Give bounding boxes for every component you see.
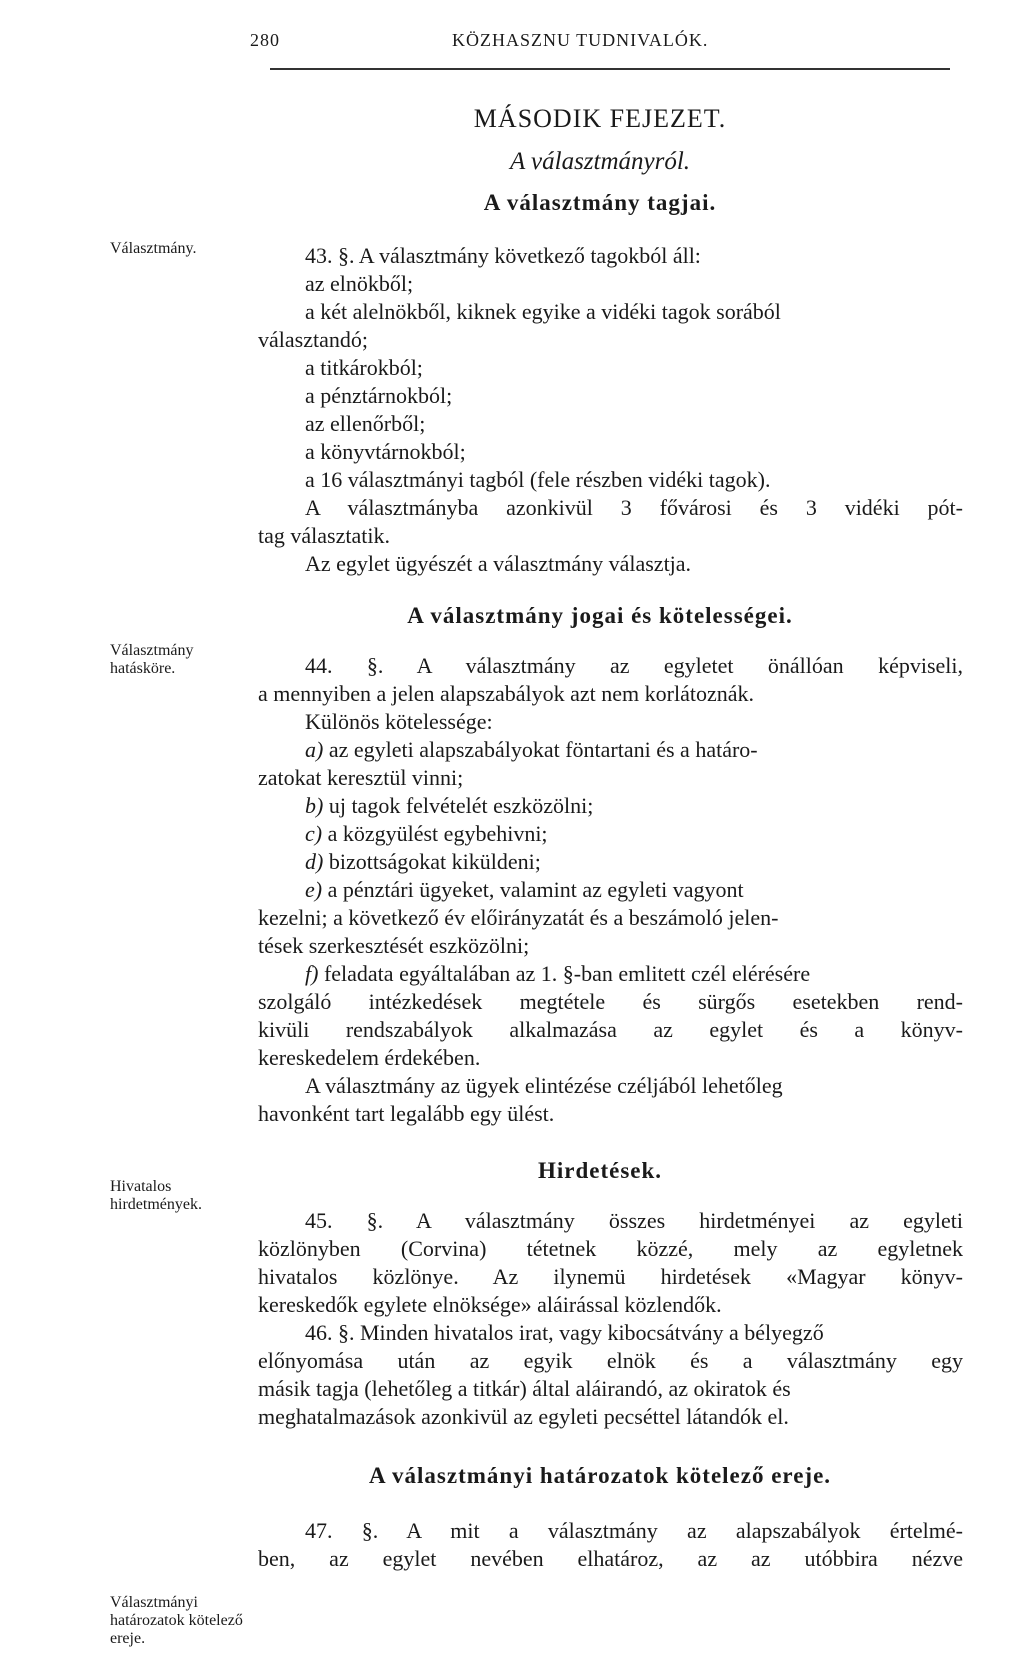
text-line: 46. §. Minden hivatalos irat, vagy kibocsátvány a bélyegző: [305, 1320, 824, 1345]
text-line: 43. §. A választmány következő tagokból áll:: [305, 243, 701, 268]
list-marker: f): [305, 961, 319, 986]
text-line: kivüli rendszabályok alkalmazása az egylet és a könyv-: [258, 1017, 963, 1042]
text-line: közlönyben (Corvina) tétetnek közzé, mely az egyletnek: [258, 1236, 963, 1261]
text-line: másik tagja (lehetőleg a titkár) által aláirandó, az okiratok és: [258, 1376, 791, 1401]
section-heading-rights: A választmány jogai és kötelességei.: [407, 603, 793, 628]
margin-note-hatarozatok: Választmányi határozatok kötelező ereje.: [110, 1594, 243, 1647]
text-line: A választmány az ügyek elintézése czéljából lehetőleg: [305, 1073, 783, 1098]
list-marker: c): [305, 821, 323, 846]
margin-note-hirdetmenyek: Hivatalos hirdetmények.: [110, 1178, 202, 1213]
header-rule: [270, 68, 950, 70]
text-line: [305, 737, 758, 763]
chapter-title: MÁSODIK FEJEZET.: [473, 104, 727, 133]
text-line: ben, az egylet nevében elhatároz, az az utóbbira nézve: [258, 1546, 963, 1571]
text-line: a 16 választmányi tagból (fele részben vidéki tagok).: [305, 467, 771, 492]
list-marker: a): [305, 737, 324, 762]
text-line: tések szerkesztését eszközölni;: [258, 933, 530, 958]
list-text: feladata egyáltalában az 1. §-ban emlitett czél elérésére: [323, 961, 811, 986]
text-line: [305, 877, 744, 903]
text-line: Az egylet ügyészét a választmány választja.: [305, 551, 692, 576]
page-number: 280: [250, 30, 280, 50]
text-line: az elnökből;: [305, 271, 414, 296]
text-line: a könyvtárnokból;: [305, 439, 466, 464]
chapter-subtitle: A választmányról.: [509, 148, 691, 175]
text-line: hivatalos közlönye. Az ilynemü hirdetések «Magyar könyv-: [258, 1264, 963, 1289]
section-heading-decisions: A választmányi határozatok kötelező ereje.: [368, 1463, 832, 1488]
text-line: [305, 821, 548, 847]
section-heading-announcements: Hirdetések.: [537, 1158, 663, 1183]
margin-note-hataskore: Választmány hatásköre.: [110, 642, 194, 677]
text-line: kezelni; a következő év előirányzatát és a beszámoló jelen-: [258, 905, 779, 930]
text-line: szolgáló intézkedések megtétele és sürgős esetekben rend-: [258, 989, 963, 1014]
text-line: [305, 793, 593, 819]
list-text: az egyleti alapszabályokat föntartani és a határo-: [328, 737, 758, 762]
text-line: [305, 849, 541, 875]
section-heading-members: A választmány tagjai.: [483, 190, 717, 215]
text-line: az ellenőrből;: [305, 411, 426, 436]
text-line: 45. §. A választmány összes hirdetményei az egyleti: [305, 1208, 963, 1233]
list-marker: d): [305, 849, 324, 874]
text-line: A választmányba azonkivül 3 fővárosi és 3 vidéki pót-: [305, 495, 963, 520]
text-line: a mennyiben a jelen alapszabályok azt nem korlátoznák.: [258, 681, 755, 706]
text-line: előnyomása után az egyik elnök és a választmány egy: [258, 1348, 963, 1373]
text-line: 47. §. A mit a választmány az alapszabályok értelmé-: [305, 1518, 963, 1543]
list-text: a pénztári ügyeket, valamint az egyleti vagyont: [327, 877, 744, 902]
text-line: tag választatik.: [258, 523, 390, 548]
text-line: kereskedők egylete elnöksége» aláirással közlendők.: [258, 1292, 722, 1317]
text-line: [305, 961, 810, 987]
margin-note-valasztmany: Választmány.: [110, 240, 197, 257]
list-marker: b): [305, 793, 324, 818]
text-line: havonként tart legalább egy ülést.: [258, 1101, 555, 1126]
list-text: a közgyülést egybehivni;: [327, 821, 548, 846]
text-line: meghatalmazások azonkivül az egyleti pecséttel látandók el.: [258, 1404, 789, 1429]
text-line: zatokat keresztül vinni;: [258, 765, 464, 790]
text-line: a titkárokból;: [305, 355, 423, 380]
text-line: a két alelnökből, kiknek egyike a vidéki tagok sorából: [305, 299, 781, 324]
text-line: választandó;: [258, 327, 368, 352]
list-text: bizottságokat kiküldeni;: [328, 849, 541, 874]
text-line: a pénztárnokból;: [305, 383, 453, 408]
text-line: Különös kötelessége:: [305, 709, 493, 734]
list-marker: e): [305, 877, 323, 902]
text-line: kereskedelem érdekében.: [258, 1045, 481, 1070]
running-title: KÖZHASZNU TUDNIVALÓK.: [452, 30, 709, 50]
list-text: uj tagok felvételét eszközölni;: [328, 793, 594, 818]
text-line: 44. §. A választmány az egyletet önállóan képviseli,: [305, 653, 963, 678]
